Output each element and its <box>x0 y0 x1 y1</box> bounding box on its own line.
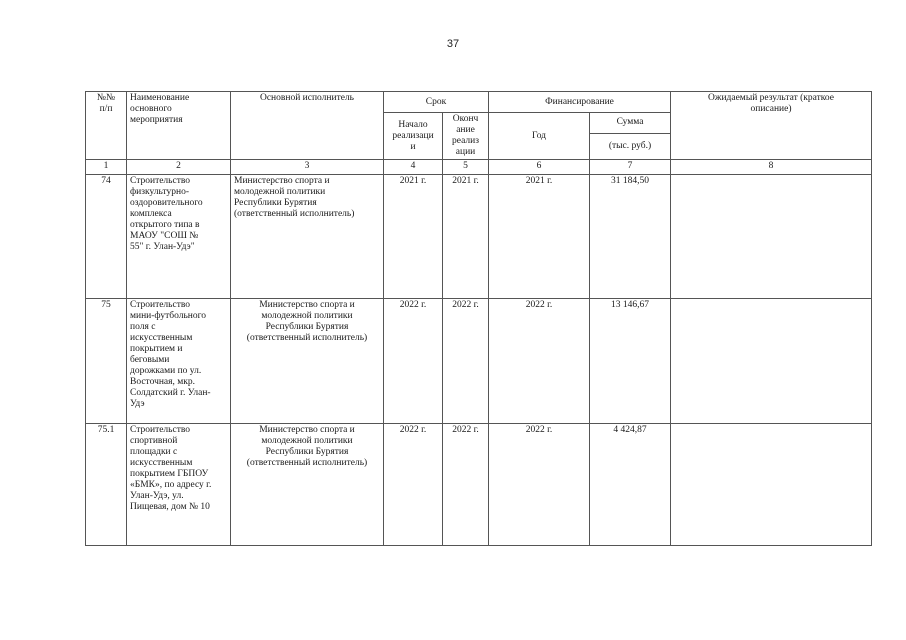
row-year: 2022 г. <box>489 424 590 546</box>
column-number: 2 <box>127 160 231 175</box>
column-number-row <box>86 160 872 175</box>
column-number: 8 <box>671 160 872 175</box>
header-name: Наименование основного мероприятия <box>127 92 231 160</box>
events-table <box>85 91 872 546</box>
row-name: Строительство спортивной площадки с искусственным покрытием ГБПОУ «БМК», по адресу г. Улан-Удэ, ул. Пищевая, дом № 10 <box>127 424 231 546</box>
row-year: 2021 г. <box>489 175 590 299</box>
row-num: 74 <box>86 175 127 299</box>
column-number: 7 <box>590 160 671 175</box>
row-num: 75.1 <box>86 424 127 546</box>
row-name: Строительство мини-футбольного поля с искусственным покрытием и беговыми дорожками по ул. Восточная, мкр. Солдатский г. Улан- Удэ <box>127 299 231 424</box>
header-executor: Основной исполнитель <box>231 92 384 160</box>
header-result: Ожидаемый результат (краткое описание) <box>671 92 872 160</box>
row-start: 2022 г. <box>384 424 443 546</box>
row-end: 2022 г. <box>443 299 489 424</box>
header-term: Срок <box>384 92 489 113</box>
row-result <box>671 299 872 424</box>
table-row <box>86 175 872 299</box>
column-number: 5 <box>443 160 489 175</box>
row-result <box>671 175 872 299</box>
row-result <box>671 424 872 546</box>
column-number: 1 <box>86 160 127 175</box>
row-end: 2021 г. <box>443 175 489 299</box>
row-executor: Министерство спорта и молодежной политики Республики Бурятия (ответственный исполнитель) <box>231 299 384 424</box>
header-financing: Финансирование <box>489 92 671 113</box>
header-sum-unit: (тыс. руб.) <box>590 133 671 159</box>
row-executor: Министерство спорта и молодежной политики Республики Бурятия (ответственный исполнитель) <box>231 175 384 299</box>
header-year: Год <box>489 113 590 160</box>
row-sum: 13 146,67 <box>590 299 671 424</box>
page-number: 37 <box>446 38 460 50</box>
table-row <box>86 424 872 546</box>
column-number: 3 <box>231 160 384 175</box>
column-number: 6 <box>489 160 590 175</box>
table-row <box>86 299 872 424</box>
header-start: Начало реализаци и <box>384 113 443 160</box>
row-end: 2022 г. <box>443 424 489 546</box>
header-sum: Сумма <box>590 113 671 134</box>
row-start: 2022 г. <box>384 299 443 424</box>
row-executor: Министерство спорта и молодежной политики Республики Бурятия (ответственный исполнитель) <box>231 424 384 546</box>
column-number: 4 <box>384 160 443 175</box>
row-year: 2022 г. <box>489 299 590 424</box>
row-sum: 31 184,50 <box>590 175 671 299</box>
header-row-1 <box>86 92 872 113</box>
row-num: 75 <box>86 299 127 424</box>
header-num: №№ п/п <box>86 92 127 160</box>
row-name: Строительство физкультурно- оздоровительного комплекса открытого типа в МАОУ "СОШ № 55" г. Улан-Удэ" <box>127 175 231 299</box>
row-start: 2021 г. <box>384 175 443 299</box>
row-sum: 4 424,87 <box>590 424 671 546</box>
header-end: Оконч ание реализ ации <box>443 113 489 160</box>
